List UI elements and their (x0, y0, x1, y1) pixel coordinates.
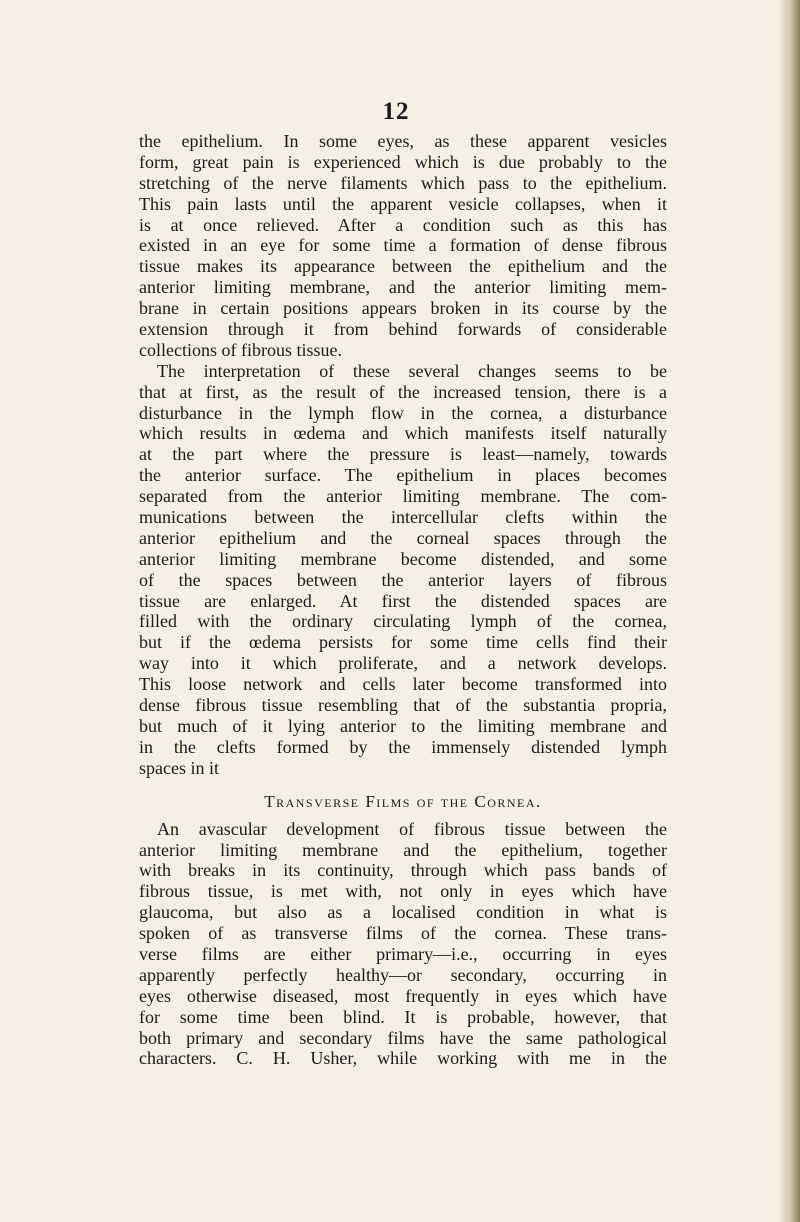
text-line: anterior limiting membrane become distended, and some (139, 548, 667, 569)
section-heading: Transverse Films of the Cornea. (264, 791, 542, 811)
text-line: collections of fibrous tissue. (139, 339, 342, 360)
text-line: verse films are either primary—i.e., occurring in eyes (139, 943, 667, 964)
text-line: existed in an eye for some time a formation of dense fibrous (139, 235, 667, 256)
text-line: An avascular development of fibrous tissue between the (157, 818, 667, 839)
text-line: with breaks in its continuity, through which pass bands of (139, 860, 667, 881)
text-line: spoken of as transverse films of the cornea. These trans- (139, 923, 667, 944)
page-edge-shadow (778, 0, 800, 1222)
text-line: form, great pain is experienced which is due probably to the (139, 151, 667, 172)
body-text (139, 131, 667, 1069)
text-line: tissue are enlarged. At first the distended spaces are (139, 590, 667, 611)
text-line: of the spaces between the anterior layers of fibrous (139, 569, 667, 590)
text-line: way into it which proliferate, and a network develops. (139, 653, 667, 674)
text-line: which results in œdema and which manifests itself naturally (139, 423, 667, 444)
text-line: anterior epithelium and the corneal spaces through the (139, 527, 667, 548)
text-line: but if the œdema persists for some time cells find their (139, 632, 667, 653)
text-line: but much of it lying anterior to the limiting membrane and (139, 715, 667, 736)
text-line: This loose network and cells later become transformed into (139, 674, 667, 695)
text-line: extension through it from behind forwards of considerable (139, 319, 667, 340)
text-line: is at once relieved. After a condition such as this has (139, 214, 667, 235)
text-line: in the clefts formed by the immensely distended lymph (139, 736, 667, 757)
text-line: This pain lasts until the apparent vesicle collapses, when it (139, 193, 667, 214)
text-line: the anterior surface. The epithelium in places becomes (139, 465, 667, 486)
text-line: glaucoma, but also as a localised condition in what is (139, 902, 667, 923)
text-line: apparently perfectly healthy—or secondary, occurring in (139, 964, 667, 985)
page-number: 12 (382, 98, 410, 125)
text-line: eyes otherwise diseased, most frequently in eyes which have (139, 985, 667, 1006)
text-line: dense fibrous tissue resembling that of the substantia propria, (139, 695, 667, 716)
text-line: brane in certain positions appears broken in its course by the (139, 298, 667, 319)
text-line: that at first, as the result of the increased tension, there is a (139, 381, 667, 402)
text-line: fibrous tissue, is met with, not only in eyes which have (139, 881, 667, 902)
paragraph-1 (139, 131, 667, 361)
text-line: at the part where the pressure is least—namely, towards (139, 444, 667, 465)
text-line: filled with the ordinary circulating lymph of the cornea, (139, 611, 667, 632)
text-line: characters. C. H. Usher, while working with me in the (139, 1048, 667, 1069)
paragraph-2 (139, 361, 667, 779)
text-line: disturbance in the lymph flow in the cornea, a disturbance (139, 402, 667, 423)
text-line: The interpretation of these several changes seems to be (157, 360, 667, 381)
paragraph-3 (139, 819, 667, 1070)
text-line: the epithelium. In some eyes, as these apparent vesicles (139, 131, 667, 151)
text-line: munications between the intercellular clefts within the (139, 507, 667, 528)
text-line: stretching of the nerve filaments which pass to the epithelium. (139, 172, 667, 193)
text-line: tissue makes its appearance between the epithelium and the (139, 256, 667, 277)
text-line: for some time been blind. It is probable, however, that (139, 1006, 667, 1027)
text-line: anterior limiting membrane, and the anterior limiting mem- (139, 277, 667, 298)
text-line: anterior limiting membrane and the epithelium, together (139, 839, 667, 860)
text-line: both primary and secondary films have the same pathological (139, 1027, 667, 1048)
text-line: spaces in it (139, 757, 219, 778)
text-line: separated from the anterior limiting membrane. The com- (139, 486, 667, 507)
